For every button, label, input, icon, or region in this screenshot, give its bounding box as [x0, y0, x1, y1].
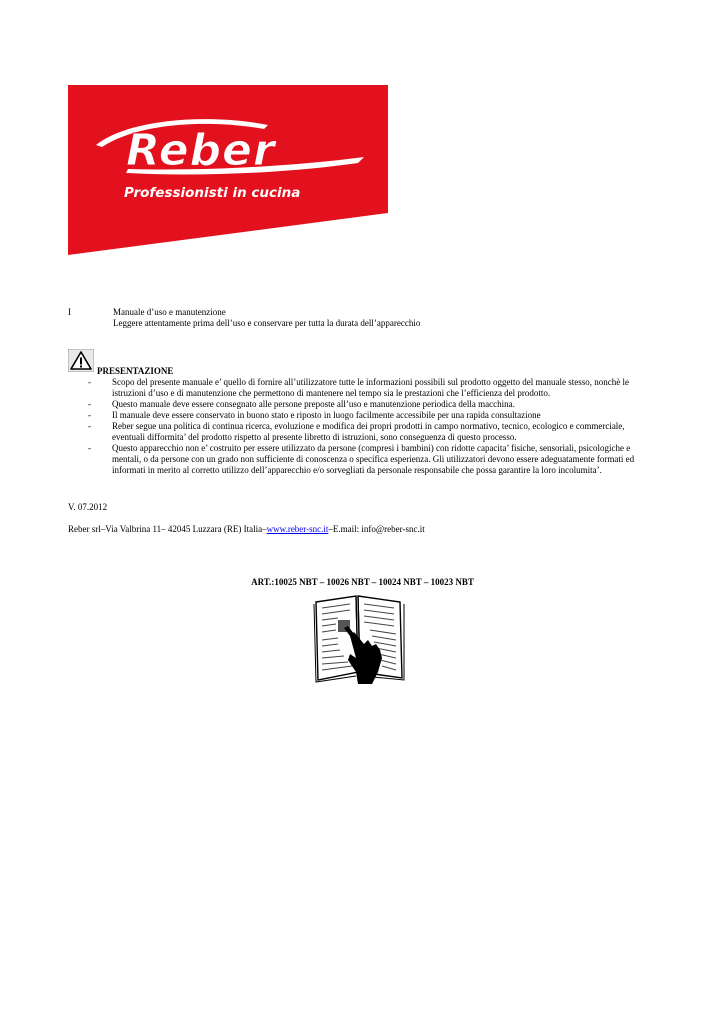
reber-logo — [68, 85, 390, 255]
manual-instruction: Leggere attentamente prima dell’uso e conservare per tutta la durata dell’apparecchio — [113, 318, 421, 328]
list-bullet: - — [88, 399, 91, 409]
list-item-text: Reber segue una politica di continua ricerca, evoluzione e modifica dei propri prodotti in campo normativo, tecnico, ecologico e commerciale, eventuali difformita’ del prodotto rispetto al presente libretto di istruzioni, sono conseguenza di questo processo. — [112, 421, 625, 442]
list-item-text: Questo apparecchio non e’ costruito per essere utilizzato da persone (compresi i bambini) con ridotte capacita’ fisiche, sensoriali, psicologiche e mentali, o da persone con un grado non sufficiente di conoscenza o specifica esperienza. Gli utilizzatori devono essere adeguatamente formati ed informati in merito al corretto utilizzo dell’apparecchio e/o sorvegliati da personale responsabile che possa garantire la loro incolumita’. — [112, 443, 635, 475]
section-title: PRESENTAZIONE — [97, 366, 174, 376]
list-bullet: - — [88, 377, 91, 387]
list-item — [88, 443, 648, 476]
version-label: V. 07.2012 — [68, 502, 108, 512]
list-bullet: - — [88, 443, 91, 453]
website-link[interactable]: www.reber-snc.it — [266, 524, 329, 534]
brand-tagline: Professionisti in cucina — [124, 185, 301, 201]
contact-address: Reber srl–Via Valbrina 11– 42045 Luzzara (RE) Italia– — [68, 524, 267, 534]
contact-email: –E.mail: info@reber-snc.it — [328, 524, 425, 534]
read-manual-icon — [308, 592, 410, 684]
list-item-text: Scopo del presente manuale e’ quello di fornire all’utilizzatore tutte le informazioni possibili sul prodotto oggetto del manuale stesso, nonchè le istruzioni d’uso e di manutenzione che permettono di mantenere nel tempo sia le prestazioni che l’efficienza del prodotto. — [112, 377, 629, 398]
manual-title: Manuale d’uso e manutenzione — [113, 307, 226, 317]
language-code: I — [68, 307, 71, 317]
reber-logo-graphic — [68, 85, 390, 255]
article-codes: ART.:10025 NBT – 10026 NBT – 10024 NBT – 10023 NBT — [251, 577, 474, 587]
list-item — [88, 377, 648, 399]
list-item — [88, 421, 648, 443]
list-item — [88, 399, 648, 410]
contact-line — [68, 524, 425, 535]
warning-triangle-icon — [68, 349, 94, 372]
list-bullet: - — [88, 421, 91, 431]
brand-name: Reber — [126, 125, 276, 176]
list-bullet: - — [88, 410, 91, 420]
list-item-text: Il manuale deve essere conservato in buono stato e riposto in luogo facilmente accessibile per una rapida consultazione — [112, 410, 541, 420]
presentazione-list — [88, 377, 648, 476]
list-item — [88, 410, 648, 421]
list-item-text: Questo manuale deve essere consegnato alle persone preposte all’uso e manutenzione periodica della macchina. — [112, 399, 515, 409]
intro-lines — [113, 307, 673, 329]
